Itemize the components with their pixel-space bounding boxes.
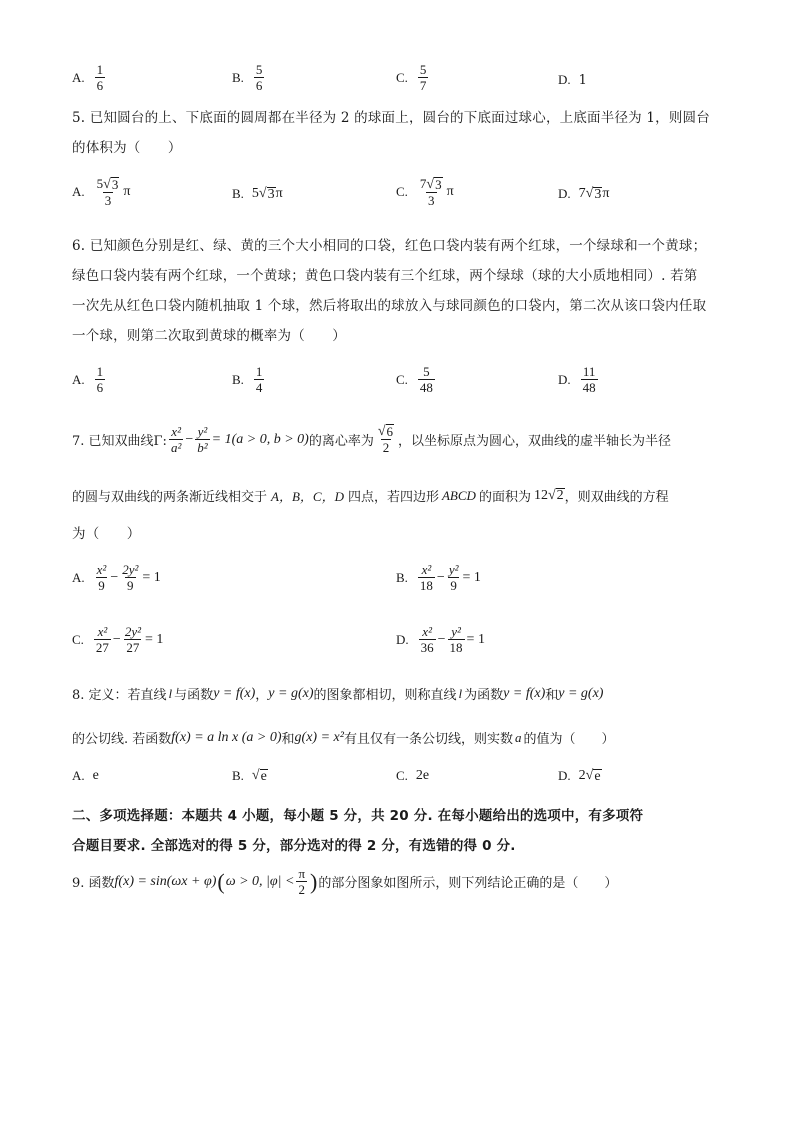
q8-text: 为函数 — [464, 688, 504, 703]
q7-text: 的圆与双曲线的两条渐近线相交于 — [72, 490, 268, 505]
q5-stem-line2: 的体积为（ ） — [72, 140, 182, 156]
sqrt: √ e — [251, 768, 267, 784]
q4-option-c — [396, 62, 430, 93]
option-label: A. — [72, 371, 85, 387]
denominator: 6 — [255, 78, 263, 93]
line-l: l — [168, 685, 173, 701]
radicand: 3 — [435, 177, 442, 192]
equals-one: = 1 — [466, 631, 485, 647]
coefficient: 5 — [251, 186, 259, 201]
q5-option-a — [72, 176, 130, 208]
q7-option-b: B. $\frac{\text{x²}}{18}$ − $\frac{\text{y²}}{9}$ = 1 — [396, 562, 481, 593]
points-abcd: A，B，C，D — [271, 489, 344, 504]
denominator: 18 — [449, 640, 463, 655]
numerator: π — [298, 866, 306, 881]
q7-text: 的面积为 — [478, 490, 531, 505]
radicand: 3 — [111, 177, 119, 192]
option-text: 1 — [578, 72, 587, 88]
numerator: 1 — [96, 364, 104, 379]
fraction — [418, 364, 435, 395]
quadrilateral-name: ABCD — [441, 487, 476, 503]
function-f: f(x) = sin(ωx + φ) — [114, 873, 217, 889]
denominator: 6 — [96, 78, 104, 93]
fraction — [581, 364, 598, 395]
q7-mid-text: 的离心率为 — [308, 434, 374, 449]
q6-option-d — [558, 364, 600, 395]
q8-text: 有且仅有一条公切线，则实数 — [343, 732, 513, 747]
function-g: y = g(x) — [268, 685, 314, 701]
numerator: 2y² — [122, 562, 139, 577]
option-label: C. — [396, 69, 408, 85]
option-label: B. — [232, 69, 244, 85]
radicand: e — [594, 768, 601, 784]
denominator: 9 — [450, 578, 457, 593]
q8-option-d — [558, 768, 602, 784]
y-term: $\frac{\text{y²}}{\text{b²}}$ — [197, 424, 208, 455]
q9-stem: 9. 函数 f(x) = sin(ωx + φ) ( ω > 0, |φ| < $\frac{\pi}{2}$ ) 的部分图象如图所示，则下列结论正确的是（ ） — [72, 866, 618, 897]
fraction — [123, 624, 143, 655]
fraction — [95, 562, 109, 593]
option-text: 2e — [415, 768, 430, 783]
numerator: y² — [451, 624, 461, 639]
function-f: y = f(x) — [503, 685, 546, 701]
denominator: 18 — [419, 578, 433, 593]
denominator: 48 — [419, 380, 433, 395]
line-l: l — [458, 685, 463, 701]
fraction — [448, 624, 465, 655]
denominator: 2 — [298, 882, 305, 897]
section2-heading-line1: 二、多项选择题：本题共 4 小题，每小题 5 分，共 20 分. 在每小题给出的选项中，有多项符 — [72, 808, 644, 824]
sqrt: √ e — [585, 768, 601, 784]
equals-one: = 1 — [462, 569, 481, 585]
function-g: y = g(x) — [558, 685, 604, 701]
fraction — [418, 176, 445, 208]
x-term: $\frac{\text{x²}}{\text{a²}}$ — [170, 424, 182, 455]
denominator: 36 — [420, 640, 434, 655]
option-label: C. — [396, 184, 408, 199]
coefficient: 7 — [578, 186, 586, 201]
denominator: 2 — [382, 440, 390, 455]
coefficient: 2 — [578, 768, 586, 783]
equals-one: = 1 — [142, 569, 161, 585]
coefficient: 5 — [96, 176, 104, 191]
option-label: D. — [558, 186, 571, 201]
option-label: B. — [232, 768, 244, 783]
q6-stem-line4: 一个球，则第二次取到黄球的概率为（ ） — [72, 328, 346, 344]
q6-stem-line3: 一次先从红色口袋内随机抽取 1 个球，然后将取出的球放入与球同颜色的口袋内，第二次从该口袋内任取 — [72, 298, 707, 314]
pi-symbol: π — [275, 186, 283, 201]
radicand: 3 — [267, 186, 275, 202]
q9-text: 的部分图象如图所示，则下列结论正确的是（ ） — [318, 876, 618, 891]
denominator: 3 — [428, 193, 435, 208]
q8-text: 的公切线. 若函数 — [72, 732, 172, 747]
q7-stem-line2 — [72, 486, 669, 505]
sqrt: √ 2 — [547, 487, 564, 503]
function-f-definition: f(x) = a ln x (a > 0) — [171, 729, 282, 745]
q5-stem-line1: 5. 已知圆台的上、下底面的圆周都在半径为 2 的球面上，圆台的下底面过球心，上底面半径为 1，则圆台 — [72, 110, 710, 126]
sqrt: √ 3 — [585, 186, 602, 202]
q6-option-a — [72, 364, 107, 395]
fraction — [120, 562, 140, 593]
q6-option-c — [396, 364, 437, 395]
radicand: 2 — [556, 488, 564, 503]
q7-option-a: A. $\frac{\text{x²}}{9}$ − $\frac{\text{2y²}}{9}$ = 1 — [72, 562, 161, 593]
q8-text: 和 — [281, 732, 295, 747]
denominator: 7 — [419, 78, 427, 93]
q4-option-a — [72, 62, 107, 93]
q7-option-c: C. $\frac{\text{x²}}{27}$ − $\frac{\text{2y²}}{27}$ = 1 — [72, 624, 164, 655]
sqrt: √ 3 — [426, 177, 442, 192]
denominator: 27 — [95, 640, 109, 655]
option-text: e — [92, 768, 99, 783]
q8-text: 与函数 — [174, 688, 214, 703]
function-g-definition: g(x) = x² — [294, 729, 344, 745]
fraction — [95, 364, 106, 395]
option-label: B. — [396, 569, 408, 585]
sqrt: √ 3 — [103, 177, 119, 192]
numerator: 1 — [255, 364, 263, 379]
option-label: D. — [396, 631, 409, 647]
denominator: 6 — [96, 380, 104, 395]
option-label: B. — [232, 186, 244, 201]
area-coefficient: 12 — [533, 487, 548, 503]
numerator — [95, 176, 122, 192]
option-label: D. — [558, 371, 571, 387]
q7-post-text: ，以坐标原点为圆心，双曲线的虚半轴长为半径 — [398, 434, 672, 449]
numerator: 5 — [419, 62, 427, 77]
q7-stem-line3: 为（ ） — [72, 526, 141, 542]
q8-text: ， — [255, 688, 269, 703]
q8-text: 8. 定义：若直线 — [72, 688, 167, 703]
sqrt: √ 6 — [377, 424, 394, 439]
parameter-condition: ω > 0, |φ| < — [225, 873, 295, 889]
denominator: 9 — [127, 578, 134, 593]
numerator: x² — [422, 624, 432, 639]
q5-option-c — [396, 176, 454, 208]
option-label: A. — [72, 184, 85, 199]
q6-option-b — [232, 364, 266, 395]
q5-option-d — [558, 186, 609, 202]
option-label: D. — [558, 768, 571, 783]
radicand: 6 — [386, 424, 394, 439]
numerator: 1 — [96, 62, 104, 77]
option-label: A. — [72, 69, 85, 85]
option-label: A. — [72, 768, 85, 783]
section2-heading-line2: 合题目要求. 全部选对的得 5 分，部分选对的得 2 分，有选错的得 0 分. — [72, 838, 516, 854]
q6-stem-line1: 6. 已知颜色分别是红、绿、黄的三个大小相同的口袋，红色口袋内装有两个红球，一个绿球和一个黄球； — [72, 238, 707, 254]
hyperbola-condition: = 1(a > 0, b > 0) — [211, 431, 309, 447]
q7-text: 四点，若四边形 — [347, 490, 439, 505]
numerator — [418, 176, 445, 192]
radicand: e — [260, 768, 267, 784]
pi-symbol: π — [123, 184, 131, 199]
function-f: y = f(x) — [213, 685, 256, 701]
numerator: 11 — [582, 364, 596, 379]
option-label: C. — [396, 768, 408, 783]
q7-stem-line1: 7. 已知双曲线Γ: $\frac{\text{x²}}{\text{a²}}$ − $\frac{\text{y²}}{\text{b²}}$ = 1(a > 0, b > 0) 的离心率为 √ 6 2 ，以坐标原点为圆心，双曲线的虚半轴长为半径 — [72, 424, 672, 455]
denominator: 3 — [104, 193, 112, 208]
fraction — [254, 62, 265, 93]
q7-option-d: D. $\frac{\text{x²}}{36}$ − $\frac{\text{y²}}{18}$ = 1 — [396, 624, 485, 655]
denominator: 4 — [255, 380, 263, 395]
option-label: A. — [72, 569, 85, 585]
numerator: 5 — [255, 62, 263, 77]
numerator: 5 — [423, 364, 430, 379]
option-label: C. — [72, 631, 84, 647]
q8-text: 的图象都相切，则称直线 — [313, 688, 457, 703]
fraction — [419, 624, 436, 655]
fraction — [296, 866, 307, 897]
q4-option-b — [232, 62, 266, 93]
denominator: 48 — [582, 380, 596, 395]
fraction — [94, 624, 111, 655]
equals-one: = 1 — [145, 631, 164, 647]
coefficient: 7 — [419, 176, 427, 191]
option-label: B. — [232, 371, 244, 387]
option-label: C. — [396, 371, 408, 387]
fraction — [418, 62, 429, 93]
q8-stem-line2 — [72, 728, 614, 747]
q5-option-b — [232, 186, 283, 202]
radicand: 3 — [594, 186, 602, 202]
q4-option-d — [558, 72, 587, 88]
denominator: 9 — [98, 578, 105, 593]
q8-option-c — [396, 768, 429, 784]
q6-stem-line2: 绿色口袋内装有两个红球，一个黄球；黄色口袋内装有三个红球，两个绿球（球的大小质地相同）. 若第 — [72, 268, 698, 284]
numerator: x² — [96, 562, 107, 577]
q8-option-a — [72, 768, 99, 784]
q8-text: 的值为（ ） — [523, 732, 615, 747]
q9-text: 9. 函数 — [72, 876, 115, 891]
fraction — [95, 176, 122, 208]
sqrt: √ 3 — [258, 186, 275, 202]
fraction — [418, 562, 435, 593]
fraction — [95, 62, 106, 93]
numerator: x² — [421, 562, 432, 577]
numerator: 2y² — [124, 624, 141, 639]
q7-prefix: 7. 已知双曲线Γ: — [72, 434, 167, 449]
option-label: D. — [558, 72, 571, 87]
q7-text: ，则双曲线的方程 — [564, 490, 669, 505]
q8-stem-line1 — [72, 684, 603, 703]
q8-option-b — [232, 768, 268, 784]
eccentricity — [376, 424, 396, 455]
fraction — [447, 562, 461, 593]
numerator: y² — [448, 562, 459, 577]
denominator: 27 — [126, 640, 140, 655]
q8-text: 和 — [545, 688, 559, 703]
variable-a: a — [514, 729, 522, 745]
pi-symbol: π — [446, 184, 454, 199]
pi-symbol: π — [602, 186, 610, 201]
fraction — [254, 364, 265, 395]
numerator: x² — [97, 624, 108, 639]
